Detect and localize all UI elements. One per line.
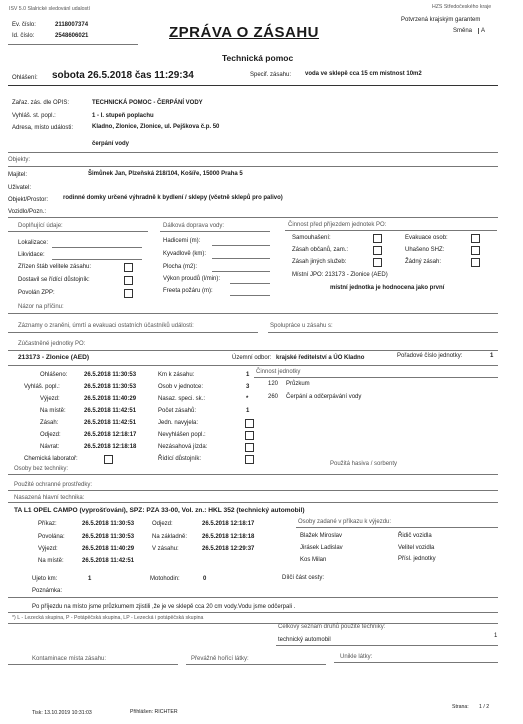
objekt-label: Objekt/Prostor: xyxy=(8,197,49,203)
osob-label: Osob v jednotce: xyxy=(158,384,204,390)
cinnost-text-1: Čerpání a odčerpávání vody xyxy=(286,394,362,400)
stupen-label: Vyhláš. st. popl.: xyxy=(12,113,56,119)
zarizeni-value: TECHNICKÁ POMOC - ČERPÁNÍ VODY xyxy=(92,100,203,106)
osoby-header: Osoby zadané v příkazu k výjezdu: xyxy=(298,519,392,525)
km-value: 1 xyxy=(246,372,250,378)
vtime2-value-0: 26.5.2018 12:18:17 xyxy=(202,521,255,527)
zaznamy-label: Záznamy o zraněni, úmrtí a evakuaci ostatních účastníků události: xyxy=(18,323,194,329)
vtime2-value-1: 26.5.2018 12:18:18 xyxy=(202,534,255,540)
zasah-obcanu-label: Zásah občanů, zam.: xyxy=(292,247,349,253)
kyvadlove-label: Kyvadlově (km): xyxy=(163,251,207,257)
page-title: ZPRÁVA O ZÁSAHU xyxy=(169,24,319,41)
pouzite-ochranne-label: Použité ochranné prostředky: xyxy=(14,482,93,488)
objekty-label: Objekty: xyxy=(8,157,31,163)
zadny-checkbox[interactable] xyxy=(471,258,480,267)
prihlasen-label: Přihlášen: RICHTER xyxy=(130,709,178,715)
uzemni-value: krajské ředitelství a ÚO Kladno xyxy=(276,355,365,361)
nasazena-technika-label: Nasazená hlavní technika: xyxy=(14,495,85,501)
nasaz-label: Nasaz. speci. sk.: xyxy=(158,396,206,402)
time-label-2: Výjezd: xyxy=(40,396,60,402)
vtime2-label-2: V zásahu: xyxy=(152,546,179,552)
tisk-label: Tisk: 13.10.2019 10:31:03 xyxy=(32,710,92,716)
specif-value: voda ve sklepě cca 15 cm mistnost 10m2 xyxy=(305,71,422,77)
oznameni-value: sobota 26.5.2018 čas 11:29:34 xyxy=(52,70,194,81)
pocet-label: Počet zásahů: xyxy=(158,408,197,414)
time-value-6: 26.5.2018 12:18:18 xyxy=(84,444,137,450)
strana-label: Strana: xyxy=(452,704,469,710)
adresa-label: Adresa, místo události: xyxy=(12,125,74,131)
time-label-4: Zásah: xyxy=(40,420,59,426)
nevyhlasen-checkbox[interactable] xyxy=(245,431,254,440)
time-value-2: 26.5.2018 11:40:29 xyxy=(84,396,137,402)
hzs-label: HZS Středočeského kraje xyxy=(432,4,492,10)
motohodin-label: Motohodin: xyxy=(150,576,180,582)
nevyhlasen-label: Nevyhlášen popl.: xyxy=(158,432,206,438)
vtime-label-1: Povolána: xyxy=(38,534,65,540)
vtime-value-1: 26.5.2018 11:30:53 xyxy=(82,534,135,540)
osoba-name-0: Blažek Miroslav xyxy=(300,533,343,539)
mistni-note: místní jednotka je hodnocena jako první xyxy=(330,285,445,291)
vykon-label: Výkon proudů (l/min): xyxy=(163,276,221,282)
celkovy-value: technický automobil xyxy=(278,637,331,643)
jedn-checkbox[interactable] xyxy=(245,419,254,428)
uhaseno-label: Uhašeno SHZ: xyxy=(405,247,445,253)
shift-value: A xyxy=(478,28,485,34)
osoba-name-1: Jirásek Ladislav xyxy=(300,545,343,551)
prevazne-label: Převážně hořící látky: xyxy=(191,656,249,662)
motohodin-value: 0 xyxy=(203,576,207,582)
zucastnene-label: Zúčastněné jednotky PO: xyxy=(18,341,86,347)
chem-lab-checkbox[interactable] xyxy=(104,455,113,464)
mistni-jpo: Místní JPO: 213173 - Zlonice (AED) xyxy=(292,272,388,278)
samouhaseni-label: Samouhašení: xyxy=(292,235,331,241)
jedn-label: Jedn. navyjela: xyxy=(158,420,199,426)
cinnost-pred-label: Činnost před příjezdem jednotek PO: xyxy=(288,222,387,228)
spoluprace-label: Spolupráce u zásahu s: xyxy=(270,323,333,329)
bottom-note: Po příjezdu na místo jsme průzkumem zjistili ,že je ve sklepě cca 20 cm vody.Vodu jsme odčerpali . xyxy=(32,604,296,610)
poradove-label: Pořadové číslo jednotky: xyxy=(397,353,463,359)
vozidlo-label: Vozidlo/Pozn.: xyxy=(8,209,47,215)
osoba-role-0: Řidič vozidla xyxy=(398,533,432,539)
cinnost-text-0: Průzkum xyxy=(286,381,310,387)
uzemni-label: Územní odbor: xyxy=(232,355,272,361)
vtime2-value-2: 26.5.2018 12:29:37 xyxy=(202,546,255,552)
adresa-value: Kladno, Zlonice, Zlonice, ul. Pejškova č.p. 50 xyxy=(92,124,220,130)
unit-name: 213173 - Zlonice (AED) xyxy=(18,354,90,361)
chem-lab-label: Chemická laboratoř: xyxy=(24,456,78,462)
celkovy-label: Celkový seznam druhů použité techniky: xyxy=(278,624,386,630)
specif-label: Specif. zásahu: xyxy=(250,72,292,78)
id-label: Id. číslo: xyxy=(12,33,35,39)
lokalizace-label: Lokalizace: xyxy=(18,240,49,246)
subtitle: Technická pomoc xyxy=(222,53,294,63)
vtime-value-3: 26.5.2018 11:42:51 xyxy=(82,558,135,564)
zrizeni-checkbox[interactable] xyxy=(124,263,133,272)
kontaminace-label: Kontaminace místa zásahu: xyxy=(32,656,107,662)
dostavil-label: Dostavil se řídící důstojník: xyxy=(18,277,90,283)
dalkova-label: Dálková doprava vody: xyxy=(163,223,225,229)
ev-label: Ev. číslo: xyxy=(12,22,36,28)
time-label-0: Ohlášeno: xyxy=(40,372,68,378)
strana-value: 1 / 2 xyxy=(479,704,490,710)
unikle-label: Unikle látky: xyxy=(340,654,373,660)
osoba-role-1: Velitel vozidla xyxy=(398,545,435,551)
povolan-label: Povolán ZPP: xyxy=(18,290,55,296)
time-value-4: 26.5.2018 11:42:51 xyxy=(84,420,137,426)
uzivatel-label: Uživatel: xyxy=(8,185,32,191)
zasah-jinych-label: Zásah jiných služeb: xyxy=(292,259,347,265)
freeta-label: Freeta požáru (m): xyxy=(163,288,213,294)
dilci-label: Dílčí část cesty: xyxy=(282,575,325,581)
nezasahova-label: Nezásahová jízda: xyxy=(158,444,208,450)
time-value-5: 26.5.2018 12:18:17 xyxy=(84,432,137,438)
ridici-label: Řídící důstojník: xyxy=(158,456,202,462)
poznamka-label: Poznámka: xyxy=(32,588,63,594)
zadny-label: Žádný zásah: xyxy=(405,259,442,265)
vtime-label-2: Výjezd: xyxy=(38,546,58,552)
time-label-3: Na místě: xyxy=(40,408,66,414)
zrizeni-label: Zřízen štáb velitele zásahu: xyxy=(18,264,92,270)
ujeto-label: Ujeto km: xyxy=(32,576,58,582)
isv-label: ISV 5.0 Slalrické sledovánl udalostí xyxy=(9,6,91,12)
vtime-value-2: 26.5.2018 11:40:29 xyxy=(82,546,135,552)
confirm-label: Potvrzená krajským garantem xyxy=(401,17,481,23)
cinnost-code-0: 120 xyxy=(268,381,279,387)
ridici-checkbox[interactable] xyxy=(245,455,254,464)
osoba-role-2: Přísl. jednotky xyxy=(398,556,436,562)
hadicemi-label: Hadicemi (m): xyxy=(163,238,201,244)
adresa-note: čerpání vody xyxy=(92,141,130,147)
objekt-value: rodinné domky určené výhradně k bydlení / sklepy (včetně sklepů pro palivo) xyxy=(63,195,283,201)
time-label-6: Návrat: xyxy=(40,444,60,450)
time-value-1: 26.5.2018 11:30:53 xyxy=(84,384,137,390)
oznameni-label: Ohlášení: xyxy=(12,75,38,81)
shift-label: Směna xyxy=(453,28,473,34)
celkovy-count: 1 xyxy=(494,633,498,639)
zarizeni-label: Zařaz. zás. dle OPIS: xyxy=(12,100,70,106)
vtime-label-0: Příkaz: xyxy=(38,521,57,527)
doplnujici-label: Doplňující údaje: xyxy=(18,223,63,229)
osoby-bez-label: Osoby bez techniky: xyxy=(14,466,69,472)
nasaz-value: * xyxy=(246,396,249,402)
nezasahova-checkbox[interactable] xyxy=(245,443,254,452)
osoba-name-2: Kos Milan xyxy=(300,557,327,563)
majitel-value: Šimůnek Jan, Plzeňská 218/104, Košíře, 15000 Praha 5 xyxy=(88,171,243,177)
vtime-label-3: Na místě: xyxy=(38,558,64,564)
vehicle-name: TA L1 OPEL CAMPO (vyprošťování), SPZ: PZA 33-00, Vol. zn.: HKL 352 (technický automobil) xyxy=(14,507,305,514)
cinnost-header: Činnost jednotky xyxy=(256,369,301,375)
time-label-5: Odjezd: xyxy=(40,432,61,438)
vtime2-label-0: Odjezd: xyxy=(152,521,173,527)
majitel-label: Majitel: xyxy=(8,172,28,178)
ujeto-value: 1 xyxy=(88,576,92,582)
nazor-label: Názor na příčinu: xyxy=(18,304,64,310)
footnote: *) L - Lezecká skupina, P - Potápěčská skupina, LP - Lezecká i potápěčská skupina xyxy=(12,615,204,621)
ev-value: 2118007374 xyxy=(55,22,89,28)
cinnost-code-1: 260 xyxy=(268,394,279,400)
vtime2-label-1: Na základně: xyxy=(152,534,188,540)
pouzita-hasiva-label: Použitá hasiva / sorbenty xyxy=(330,461,398,467)
km-label: Km k zásahu: xyxy=(158,372,195,378)
zasah-jinych-checkbox[interactable] xyxy=(373,258,382,267)
stupen-value: 1 - I. stupeň poplachu xyxy=(92,113,154,119)
pocet-value: 1 xyxy=(246,408,250,414)
evakuace-checkbox[interactable] xyxy=(471,234,480,243)
time-value-0: 26.5.2018 11:30:53 xyxy=(84,372,137,378)
evakuace-label: Evakuace osob: xyxy=(405,235,448,241)
samouhaseni-checkbox[interactable] xyxy=(373,234,382,243)
povolan-checkbox[interactable] xyxy=(124,289,133,298)
uhaseno-checkbox[interactable] xyxy=(471,246,480,255)
osob-value: 3 xyxy=(246,384,250,390)
time-value-3: 26.5.2018 11:42:51 xyxy=(84,408,137,414)
likvidace-label: Likvidace: xyxy=(18,252,45,258)
id-value: 2548606021 xyxy=(55,33,89,39)
plocha-label: Plocha (m2): xyxy=(163,264,198,270)
time-label-1: Vyhláš. popl.: xyxy=(24,384,60,390)
vtime-value-0: 26.5.2018 11:30:53 xyxy=(82,521,135,527)
poradove-value: 1 xyxy=(490,353,494,359)
zasah-obcanu-checkbox[interactable] xyxy=(373,246,382,255)
dostavil-checkbox[interactable] xyxy=(124,276,133,285)
